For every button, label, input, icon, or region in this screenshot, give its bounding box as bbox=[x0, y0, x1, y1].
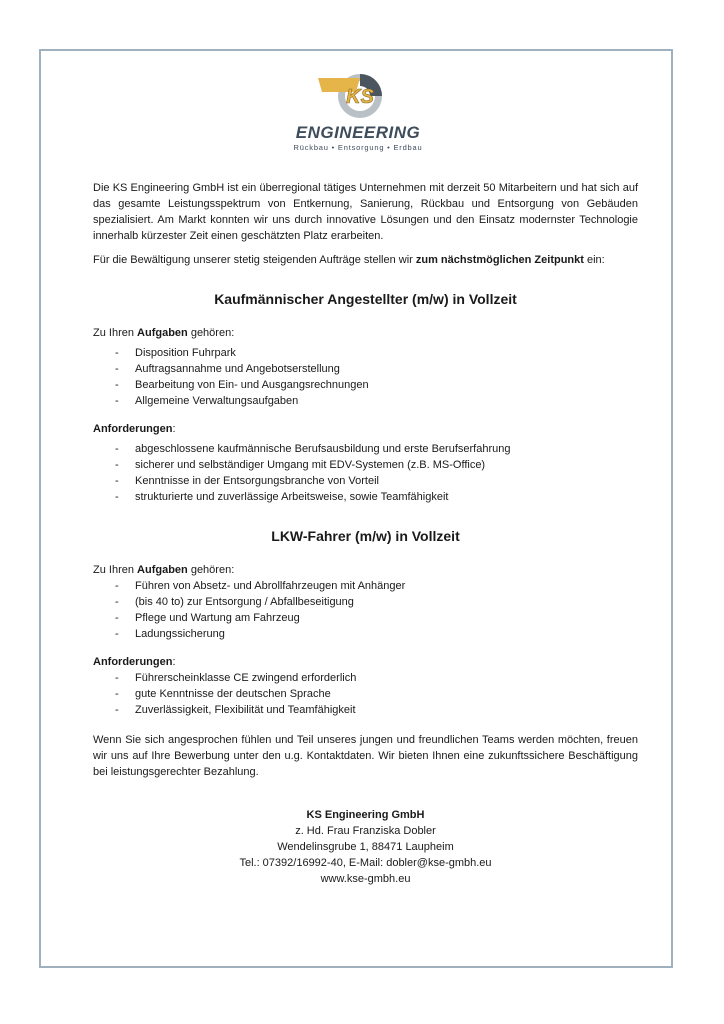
list-item: - Kenntnisse in der Entsorgungsbranche von Vorteil bbox=[93, 473, 638, 489]
list-item: - Allgemeine Verwaltungsaufgaben bbox=[93, 393, 638, 409]
job2-tasks-heading: Zu Ihren Aufgaben gehören: bbox=[93, 564, 235, 576]
list-item: - strukturierte und zuverlässige Arbeitsweise, sowie Teamfähigkeit bbox=[93, 489, 638, 505]
list-item: - Bearbeitung von Ein- und Ausgangsrechnungen bbox=[93, 377, 638, 393]
list-item: - (bis 40 to) zur Entsorgung / Abfallbeseitigung bbox=[93, 594, 638, 610]
intro-paragraph: Die KS Engineering GmbH ist ein überregional tätiges Unternehmen mit derzeit 50 Mitarbeitern und hat sich auf das gesamte Leistungsspektrum von Entkernung, Sanierung, Rückbau und Entsorgung von Gebäuden spezialisiert. Am Markt konnten wir uns durch innovative Lösungen und den Einsatz modernster Technologie innerhalb kürzester Zeit einen geschätzten Platz erarbeiten. bbox=[93, 182, 638, 242]
list-item: - Pflege und Wartung am Fahrzeug bbox=[93, 610, 638, 626]
logo-wordmark: ENGINEERING bbox=[295, 123, 421, 142]
contact-block bbox=[93, 807, 638, 887]
list-item: - Führen von Absetz- und Abrollfahrzeugen mit Anhänger bbox=[93, 578, 638, 594]
job1-requirements-list bbox=[93, 441, 638, 505]
job1-title: Kaufmännischer Angestellter (m/w) in Vollzeit bbox=[214, 291, 517, 307]
list-item: - abgeschlossene kaufmännische Berufsausbildung und erste Berufserfahrung bbox=[93, 441, 638, 457]
job2-requirements-list bbox=[93, 670, 638, 718]
job1-requirements-heading: Anforderungen: bbox=[93, 423, 176, 435]
svg-text:KS: KS bbox=[346, 86, 374, 108]
list-item: - sicherer und selbständiger Umgang mit EDV-Systemen (z.B. MS-Office) bbox=[93, 457, 638, 473]
list-item: - Auftragsannahme und Angebotserstellung bbox=[93, 361, 638, 377]
list-item: - Ladungssicherung bbox=[93, 626, 638, 642]
job2-title: LKW-Fahrer (m/w) in Vollzeit bbox=[271, 528, 460, 544]
ks-logo-mark bbox=[316, 70, 396, 122]
job1-tasks-list bbox=[93, 345, 638, 409]
logo-tagline: Rückbau • Entsorgung • Erdbau bbox=[293, 143, 423, 152]
list-item: - Führerscheinklasse CE zwingend erforderlich bbox=[93, 670, 638, 686]
contact-attention: z. Hd. Frau Franziska Dobler bbox=[295, 825, 436, 837]
list-item: - gute Kenntnisse der deutschen Sprache bbox=[93, 686, 638, 702]
job-posting-body bbox=[93, 180, 638, 887]
contact-address: Wendelinsgrube 1, 88471 Laupheim bbox=[277, 841, 454, 853]
job1-tasks-heading: Zu Ihren Aufgaben gehören: bbox=[93, 327, 235, 339]
contact-company: KS Engineering GmbH bbox=[306, 809, 425, 821]
contact-website[interactable]: www.kse-gmbh.eu bbox=[320, 873, 411, 885]
intro-lead: Für die Bewältigung unserer stetig steigenden Aufträge stellen wir zum nächstmöglichen Zeitpunkt ein: bbox=[93, 254, 605, 266]
list-item: - Disposition Fuhrpark bbox=[93, 345, 638, 361]
job2-tasks-list bbox=[93, 578, 638, 642]
closing-paragraph: Wenn Sie sich angesprochen fühlen und Teil unseres jungen und freundlichen Teams werden möchten, freuen wir uns auf Ihre Bewerbung unter den u.g. Kontaktdaten. Wir bieten Ihnen eine zukunftssichere Beschäftigung bei leistungsgerechter Bezahlung. bbox=[93, 734, 638, 778]
list-item: - Zuverlässigkeit, Flexibilität und Teamfähigkeit bbox=[93, 702, 638, 718]
job2-requirements-heading: Anforderungen: bbox=[93, 656, 176, 668]
company-logo bbox=[284, 70, 444, 156]
contact-phone-email[interactable]: Tel.: 07392/16992-40, E-Mail: dobler@kse-gmbh.eu bbox=[239, 857, 492, 869]
